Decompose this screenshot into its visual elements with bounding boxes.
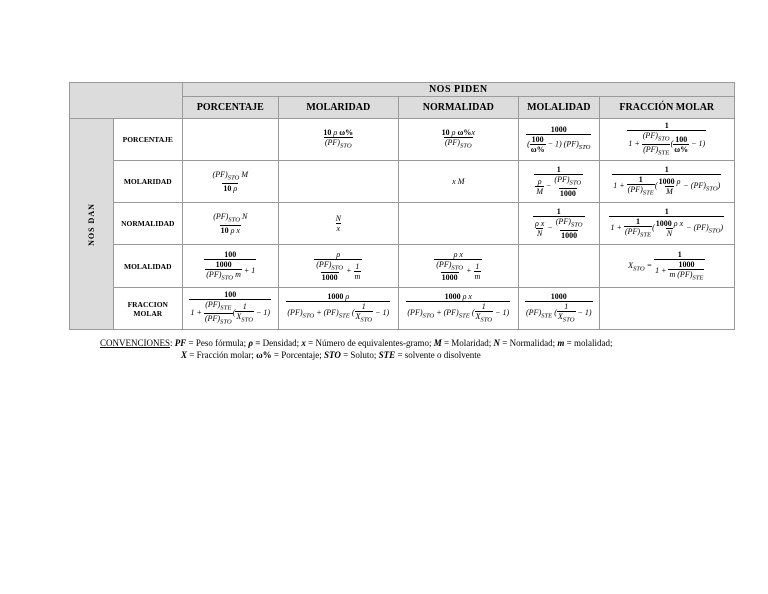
side-title: NOS DAN: [70, 119, 114, 330]
col-header-normalidad: NORMALIDAD: [398, 97, 518, 119]
cell-formula: 1 $\frac{\rho}{M}$ − $\frac{(PF)_{STO}}{1000}$: [518, 161, 599, 203]
corner-cell: [70, 83, 183, 119]
col-header-porcentaje: PORCENTAJE: [182, 97, 278, 119]
row-header-molalidad: MOLALIDAD: [113, 245, 182, 288]
cell-formula: [182, 119, 278, 161]
note-rho: ρ = Densidad;: [248, 338, 300, 348]
cell-formula: ρ $\frac{(PF)_{STO}}{1000}$ + $\frac{1}{m}$: [278, 245, 398, 288]
col-header-molalidad: MOLALIDAD: [518, 97, 599, 119]
cell-formula: [398, 203, 518, 245]
cell-formula: 1000 $(PF)_{STE}$ ( $\frac{1}{X_{STO}}$ − 1): [518, 288, 599, 330]
cell-formula: [518, 245, 599, 288]
cell-formula: ρ x $\frac{(PF)_{STO}}{1000}$ + $\frac{1}{m}$: [398, 245, 518, 288]
cell-formula: 1000 ( $\frac{100}{\omega\%}$ − 1) $(PF)_{STO}$: [518, 119, 599, 161]
cell-formula: 1 1 + $\frac{(PF)_{STO}}{(PF)_{STE}}$ ( $\frac{100}{\omega\%}$ − 1): [599, 119, 734, 161]
cell-formula: 1000 ρ x $(PF)_{STO} + (PF)_{STE}$ ( $\frac{1}{X_{STO}}$ − 1): [398, 288, 518, 330]
conventions-label: CONVENCIONES:: [100, 338, 173, 348]
note-soluto: STO = Soluto;: [323, 350, 377, 360]
conversion-table: [69, 82, 735, 330]
cell-formula: $\frac{\text{10 ρ ω\%x}}{(PF)_{STO}}$: [398, 119, 518, 161]
row-header-normalidad: NORMALIDAD: [113, 203, 182, 245]
top-title: NOS PIDEN: [182, 83, 734, 97]
cell-formula: 1 1 + $\frac{1}{(PF)_{STE}}$ ( $\frac{\text{1000 ρ x}}{N}$ − $(PF)_{STO}$): [599, 203, 734, 245]
note-porcentaje: ω% = Porcentaje;: [256, 350, 322, 360]
cell-formula: [278, 161, 398, 203]
cell-formula: 100 1 + $\frac{(PF)_{STE}}{(PF)_{STO}}$ ( $\frac{1}{X_{STO}}$ − 1): [182, 288, 278, 330]
note-molalidad: m = molalidad;: [557, 338, 613, 348]
note-fraccion-molar: X = Fracción molar;: [181, 350, 254, 360]
cell-formula: 1 $\frac{\text{ρ x}}{N}$ − $\frac{(PF)_{STO}}{1000}$: [518, 203, 599, 245]
cell-formula: x M: [398, 161, 518, 203]
cell-formula: $\frac{N}{x}$: [278, 203, 398, 245]
note-molaridad: M = Molaridad;: [433, 338, 492, 348]
cell-formula: 1 1 + $\frac{1}{(PF)_{STE}}$ ( $\frac{1000 \rho}{M}$ − $(PF)_{STO}$): [599, 161, 734, 203]
cell-formula: [599, 288, 734, 330]
cell-formula: $\frac{(PF)_{STO} M}{10 \rho}$: [182, 161, 278, 203]
cell-formula: $\frac{\text{10 ρ ω\%}}{(PF)_{STO}}$: [278, 119, 398, 161]
col-header-fraccion-molar: FRACCIÓN MOLAR: [599, 97, 734, 119]
cell-formula: $X_{STO}$ = 1 1 + $\frac{1000}{m (PF)_{STE}}$: [599, 245, 734, 288]
cell-formula: 100 $\frac{1000}{(PF)_{STO} m}$ + 1: [182, 245, 278, 288]
note-solvente: STE = solvente o disolvente: [378, 350, 481, 360]
note-pf: PF = Peso fórmula;: [174, 338, 247, 348]
conventions-notes: [100, 337, 612, 361]
note-x: x = Número de equivalentes-gramo;: [301, 338, 432, 348]
cell-formula: 1000 ρ $(PF)_{STO} + (PF)_{STE}$ ( $\frac{1}{X_{STO}}$ − 1): [278, 288, 398, 330]
row-header-molaridad: MOLARIDAD: [113, 161, 182, 203]
note-normalidad: N = Normalidad;: [493, 338, 556, 348]
cell-formula: $\frac{(PF)_{STO} N}{\text{10 ρ x}}$: [182, 203, 278, 245]
row-header-fraccion-molar: FRACCION MOLAR: [113, 288, 182, 330]
col-header-molaridad: MOLARIDAD: [278, 97, 398, 119]
row-header-porcentaje: PORCENTAJE: [113, 119, 182, 161]
